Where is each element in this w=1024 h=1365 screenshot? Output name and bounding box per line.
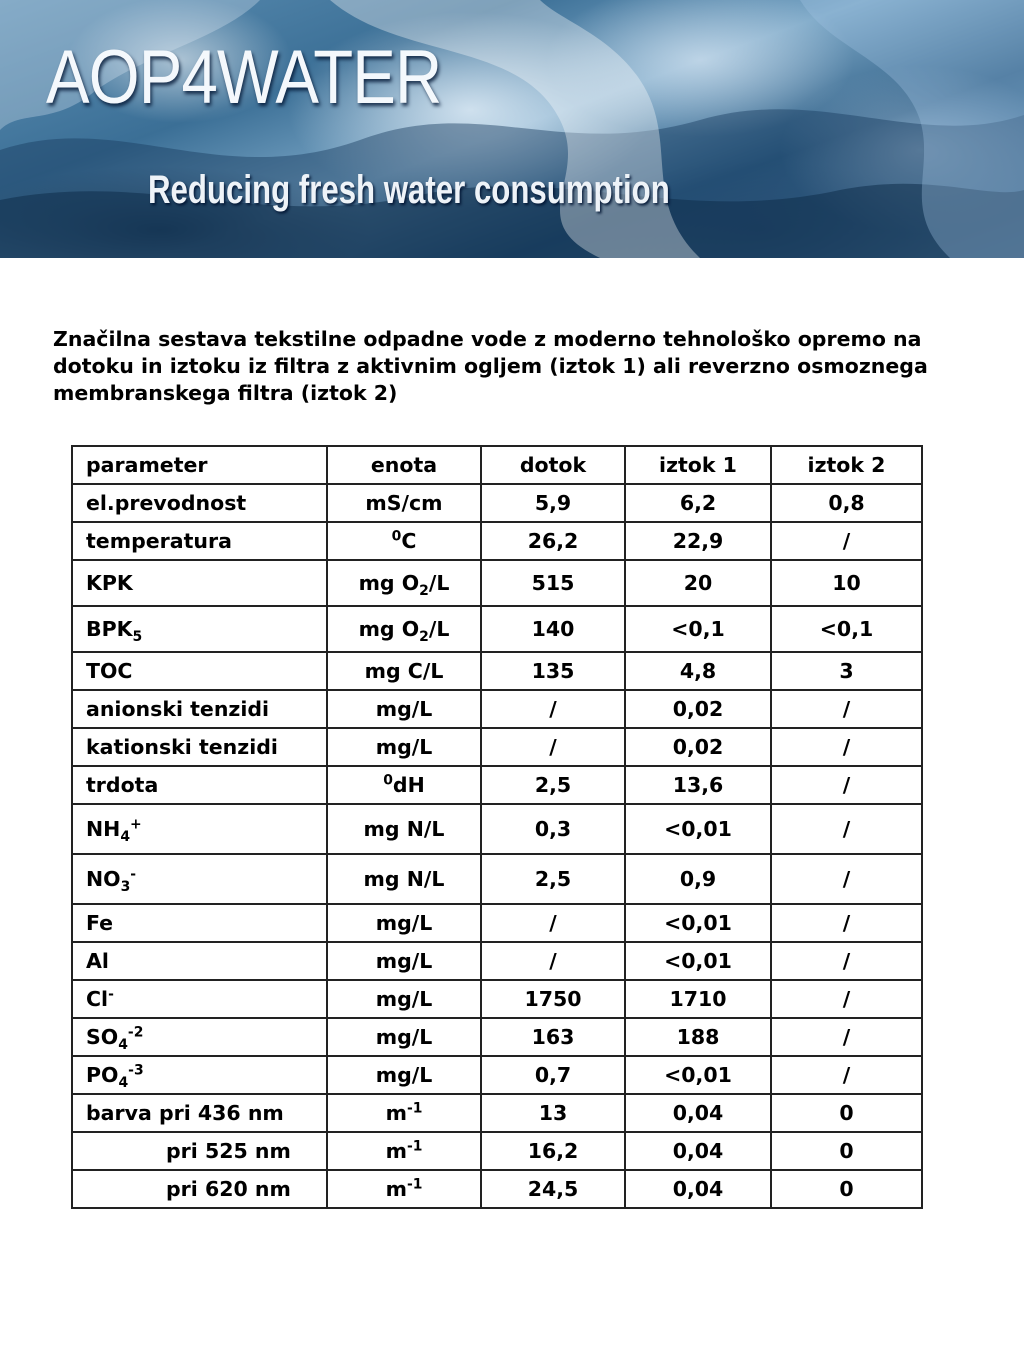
param-cell: trdota (72, 766, 327, 804)
unit-cell: mg/L (327, 1018, 481, 1056)
iztok1-cell: 0,02 (625, 728, 771, 766)
unit-cell (327, 1170, 481, 1208)
header-enota: enota (327, 446, 481, 484)
unit-cell: mg N/L (327, 804, 481, 854)
dotok-cell: 140 (481, 606, 625, 652)
table-row (72, 652, 922, 690)
iztok2-cell: / (771, 854, 922, 904)
iztok1-cell: 0,04 (625, 1132, 771, 1170)
param-cell: el.prevodnost (72, 484, 327, 522)
dotok-cell: / (481, 690, 625, 728)
composition-table (71, 445, 923, 1209)
param-cell: barva pri 436 nm (72, 1094, 327, 1132)
iztok1-cell: <0,01 (625, 904, 771, 942)
dotok-cell: 5,9 (481, 484, 625, 522)
iztok1-cell: <0,01 (625, 1056, 771, 1094)
iztok1-cell: 20 (625, 560, 771, 606)
unit-cell: mg N/L (327, 854, 481, 904)
table-row (72, 1132, 922, 1170)
aop4water-logo: AOP4WATER (46, 35, 442, 120)
param-text: BPK (86, 617, 133, 641)
unit-cell: mg/L (327, 942, 481, 980)
dotok-cell: 24,5 (481, 1170, 625, 1208)
unit-text: /L (428, 617, 450, 641)
param-superscript: + (130, 816, 142, 833)
unit-cell (327, 606, 481, 652)
unit-text: mg O (358, 571, 420, 595)
param-subscript: 4 (118, 1036, 128, 1053)
unit-cell: mg/L (327, 1056, 481, 1094)
param-cell: Al (72, 942, 327, 980)
table-caption: Značilna sestava tekstilne odpadne vode z moderno tehnološko opremo na dotoku in iztoku iz filtra z aktivnim ogljem (iztok 1) ali reverzno osmoznega membranskega filtra (iztok 2) (53, 327, 928, 405)
table-row (72, 1056, 922, 1094)
iztok2-cell: / (771, 942, 922, 980)
unit-cell: mg/L (327, 904, 481, 942)
iztok1-cell: 1710 (625, 980, 771, 1018)
param-superscript: - (108, 986, 114, 1003)
iztok2-cell: / (771, 766, 922, 804)
iztok1-cell: 13,6 (625, 766, 771, 804)
iztok1-cell: 6,2 (625, 484, 771, 522)
table-row (72, 804, 922, 854)
param-cell (72, 1018, 327, 1056)
dotok-cell: 135 (481, 652, 625, 690)
param-subscript: 4 (120, 828, 131, 845)
iztok1-cell: <0,01 (625, 804, 771, 854)
iztok2-cell: <0,1 (771, 606, 922, 652)
iztok2-cell: / (771, 522, 922, 560)
unit-text: m (385, 1101, 407, 1125)
table-row (72, 766, 922, 804)
iztok1-cell: 0,9 (625, 854, 771, 904)
param-cell: kationski tenzidi (72, 728, 327, 766)
table-row (72, 942, 922, 980)
iztok2-cell: 0 (771, 1094, 922, 1132)
unit-text: m (385, 1139, 407, 1163)
table-row (72, 854, 922, 904)
unit-cell: mg C/L (327, 652, 481, 690)
param-cell (72, 980, 327, 1018)
dotok-cell: 0,7 (481, 1056, 625, 1094)
iztok1-cell: 22,9 (625, 522, 771, 560)
param-superscript: -2 (127, 1024, 144, 1041)
iztok2-cell: / (771, 1018, 922, 1056)
param-cell: anionski tenzidi (72, 690, 327, 728)
param-text: PO (86, 1063, 119, 1087)
param-cell: KPK (72, 560, 327, 606)
header-parameter: parameter (72, 446, 327, 484)
param-subscript: 4 (118, 1074, 129, 1091)
unit-cell (327, 1132, 481, 1170)
dotok-cell: 2,5 (481, 854, 625, 904)
unit-superscript: -1 (406, 1100, 423, 1117)
iztok2-cell: / (771, 728, 922, 766)
iztok2-cell: / (771, 904, 922, 942)
param-cell (72, 854, 327, 904)
dotok-cell: 163 (481, 1018, 625, 1056)
param-cell: temperatura (72, 522, 327, 560)
unit-superscript: -1 (406, 1138, 423, 1155)
iztok1-cell: <0,01 (625, 942, 771, 980)
unit-cell: mg/L (327, 980, 481, 1018)
header-dotok: dotok (481, 446, 625, 484)
table-row (72, 1094, 922, 1132)
dotok-cell: 13 (481, 1094, 625, 1132)
param-cell: Fe (72, 904, 327, 942)
table-row (72, 1018, 922, 1056)
dotok-cell: / (481, 904, 625, 942)
unit-superscript: 0 (391, 528, 402, 545)
unit-cell: mg/L (327, 728, 481, 766)
param-text: SO (86, 1025, 119, 1049)
unit-subscript: 2 (419, 628, 429, 645)
unit-text: dH (392, 773, 425, 797)
table-row (72, 690, 922, 728)
table-row (72, 560, 922, 606)
dotok-cell: / (481, 728, 625, 766)
table-header-row (72, 446, 922, 484)
dotok-cell: 1750 (481, 980, 625, 1018)
header-iztok-2: iztok 2 (771, 446, 922, 484)
unit-superscript: 0 (383, 772, 393, 789)
iztok2-cell: 0 (771, 1170, 922, 1208)
unit-text: C (401, 529, 417, 553)
iztok1-cell: 0,04 (625, 1170, 771, 1208)
param-cell: TOC (72, 652, 327, 690)
iztok1-cell: 188 (625, 1018, 771, 1056)
param-text: NH (86, 817, 121, 841)
param-cell (72, 804, 327, 854)
unit-text: /L (428, 571, 450, 595)
iztok2-cell: / (771, 980, 922, 1018)
iztok2-cell: / (771, 1056, 922, 1094)
param-cell (72, 606, 327, 652)
unit-superscript: -1 (406, 1176, 423, 1193)
param-text: Cl (86, 987, 109, 1011)
banner-tagline: Reducing fresh water consumption (148, 168, 670, 212)
iztok1-cell: 0,02 (625, 690, 771, 728)
dotok-cell: 515 (481, 560, 625, 606)
iztok2-cell: 3 (771, 652, 922, 690)
dotok-cell: 0,3 (481, 804, 625, 854)
table-row (72, 484, 922, 522)
unit-text: mg O (358, 617, 420, 641)
dotok-cell: / (481, 942, 625, 980)
param-cell: pri 620 nm (72, 1170, 327, 1208)
dotok-cell: 26,2 (481, 522, 625, 560)
iztok2-cell: / (771, 804, 922, 854)
iztok1-cell: 4,8 (625, 652, 771, 690)
table-row (72, 1170, 922, 1208)
table-row (72, 606, 922, 652)
iztok2-cell: 0,8 (771, 484, 922, 522)
iztok2-cell: 0 (771, 1132, 922, 1170)
unit-cell (327, 1094, 481, 1132)
unit-cell (327, 560, 481, 606)
param-subscript: 5 (132, 628, 143, 645)
unit-cell: mS/cm (327, 484, 481, 522)
dotok-cell: 16,2 (481, 1132, 625, 1170)
iztok2-cell: / (771, 690, 922, 728)
table-row (72, 522, 922, 560)
iztok2-cell: 10 (771, 560, 922, 606)
param-cell: pri 525 nm (72, 1132, 327, 1170)
param-superscript: -3 (128, 1062, 144, 1079)
dotok-cell: 2,5 (481, 766, 625, 804)
table-row (72, 980, 922, 1018)
param-subscript: 3 (120, 878, 131, 895)
param-cell (72, 1056, 327, 1094)
unit-cell (327, 766, 481, 804)
unit-text: m (385, 1177, 407, 1201)
iztok1-cell: 0,04 (625, 1094, 771, 1132)
param-text: NO (86, 867, 121, 891)
table-row (72, 728, 922, 766)
iztok1-cell: <0,1 (625, 606, 771, 652)
param-superscript: - (130, 866, 137, 883)
unit-cell: mg/L (327, 690, 481, 728)
table-row (72, 904, 922, 942)
unit-subscript: 2 (419, 582, 429, 599)
header-banner (0, 0, 1024, 258)
unit-cell (327, 522, 481, 560)
header-iztok-1: iztok 1 (625, 446, 771, 484)
